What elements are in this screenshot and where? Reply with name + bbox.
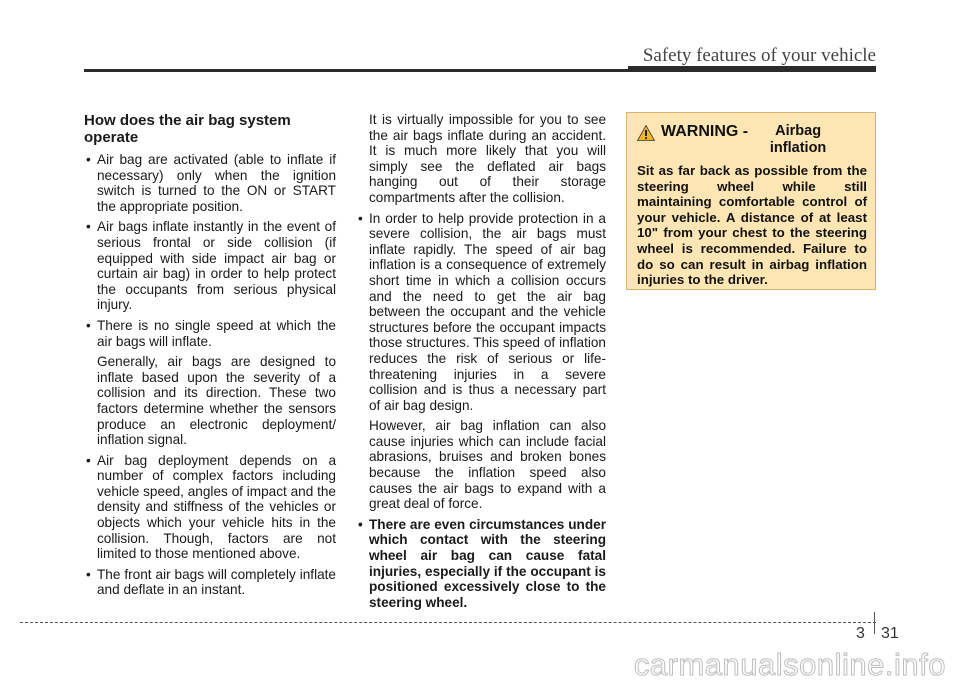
list-item: • Air bags inflate instantly in the event of serious frontal or side collision (if equipped with side impact air bag or curtain air bag) in order to help protect the occupants from serious physical injury. bbox=[84, 219, 336, 313]
sub-paragraph: However, air bag inflation can also cause injuries which can include facial abrasions, bruises and broken bones because the inflation speed also causes the air bags to expand with a great deal of force. bbox=[369, 418, 606, 512]
list-item: • Air bag are activated (able to inflate if necessary) only when the ignition switch is turned to the ON or START the appropriate position. bbox=[84, 152, 336, 214]
page-number: 31 bbox=[881, 625, 899, 642]
bullet-list bbox=[356, 211, 606, 414]
chapter-number: 3 bbox=[856, 625, 865, 642]
list-item: • There is no single speed at which the air bags will inflate. bbox=[84, 318, 336, 349]
warning-triangle-icon bbox=[637, 125, 655, 141]
right-column bbox=[356, 112, 606, 615]
bullet-list bbox=[356, 517, 606, 611]
list-item: • In order to help provide protection in a severe collision, the air bags must inflate rapidly. The speed of air bag inflation is a consequence of extremely short time in which a collision occurs and the need to get the air bag between the occupant and the vehicle structures before the occupant impacts those structures. This speed of inflation reduces the risk of serious or life-threatening injuries in a severe collision and is thus a necessary part of air bag design. bbox=[356, 211, 606, 414]
list-item-bold: • There are even circumstances under which contact with the steering wheel air bag can cause fatal injuries, especially if the occupant is positioned excessively close to the steering wheel. bbox=[356, 517, 606, 611]
paragraph: It is virtually impossible for you to see the air bags inflate during an accident. It is much more likely that you will simply see the deflated air bags hanging out of their storage compartments after the collision. bbox=[369, 112, 606, 205]
header-rule-accent bbox=[628, 66, 876, 72]
section-title: Safety features of your vehicle bbox=[642, 45, 876, 66]
bullet-list bbox=[84, 453, 336, 598]
bullet-list bbox=[84, 152, 336, 349]
warning-text: Sit as far back as possible from the steering wheel while still maintaining comfortable control of your vehicle. A distance of at least 10" from your chest to the steering wheel is recommended. Failure to do so can result in airbag inflation injuries to the driver. bbox=[637, 163, 867, 288]
warning-header bbox=[637, 123, 867, 157]
warning-box bbox=[626, 112, 876, 290]
sub-paragraph: Generally, air bags are designed to inflate based upon the severity of a collision and its direction. These two factors determine whether the sensors produce an electronic deployment/ inflation signal. bbox=[97, 354, 336, 448]
list-item: • The front air bags will completely inflate and deflate in an instant. bbox=[84, 567, 336, 598]
left-column bbox=[84, 112, 336, 603]
section-heading: How does the air bag system operate bbox=[84, 112, 291, 146]
footer-divider bbox=[874, 612, 875, 634]
warning-title: Airbag inflation bbox=[769, 123, 827, 156]
watermark: carmanualsonline.info bbox=[633, 647, 946, 682]
list-item: • Air bag deployment depends on a number of complex factors including vehicle speed, angles of impact and the density and stiffness of the vehicles or objects which your vehicle hits in the collision. Though, factors are not limited to those mentioned above. bbox=[84, 453, 336, 562]
warning-label: WARNING - bbox=[661, 123, 749, 140]
footer-rule bbox=[20, 622, 876, 623]
